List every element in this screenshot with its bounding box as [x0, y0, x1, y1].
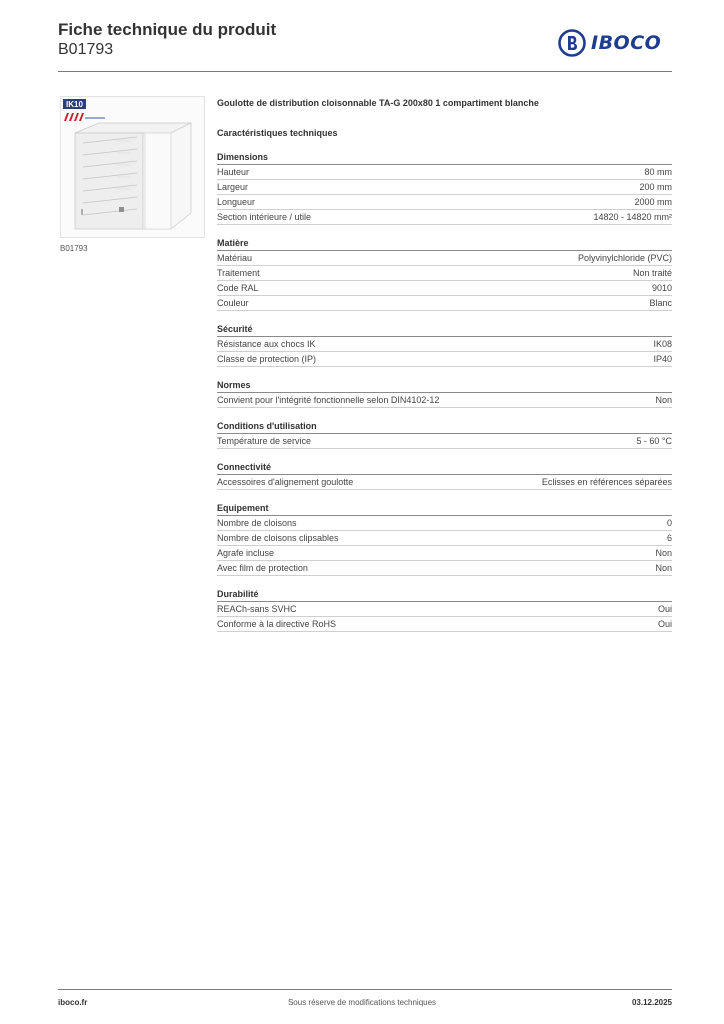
spec-label: Hauteur	[217, 167, 250, 177]
spec-label: Agrafe incluse	[217, 548, 275, 558]
spec-row	[217, 281, 672, 296]
spec-section	[217, 420, 672, 449]
spec-row	[217, 602, 672, 617]
spec-label: Section intérieure / utile	[217, 212, 312, 222]
spec-row	[217, 561, 672, 576]
iboco-logo-icon	[558, 29, 586, 57]
section-title: Sécurité	[217, 323, 672, 337]
spec-label: Matériau	[217, 253, 253, 263]
spec-label: Température de service	[217, 436, 312, 446]
section-title: Dimensions	[217, 151, 672, 165]
spec-value: Non	[655, 395, 672, 405]
spec-value: 9010	[651, 283, 672, 293]
spec-section	[217, 237, 672, 311]
spec-value: 80 mm	[644, 167, 672, 177]
spec-label: Traitement	[217, 268, 260, 278]
spec-value: 14820 - 14820 mm²	[593, 212, 672, 222]
spec-row	[217, 531, 672, 546]
footer-date: 03.12.2025	[631, 998, 672, 1007]
spec-row	[217, 296, 672, 311]
section-title: Durabilité	[217, 588, 672, 602]
spec-label: Convient pour l'intégrité fonctionnelle selon DIN4102-12	[217, 395, 440, 405]
spec-label: Nombre de cloisons	[217, 518, 297, 528]
spec-row	[217, 546, 672, 561]
spec-value: Non	[655, 548, 672, 558]
spec-section	[217, 502, 672, 576]
spec-section	[217, 379, 672, 408]
product-image	[60, 96, 205, 238]
header-divider	[58, 71, 672, 72]
section-title: Normes	[217, 379, 672, 393]
spec-label: REACh-sans SVHC	[217, 604, 297, 614]
specs-heading: Caractéristiques techniques	[217, 128, 338, 138]
spec-section	[217, 588, 672, 632]
spec-label: Largeur	[217, 182, 249, 192]
spec-row	[217, 475, 672, 490]
section-title: Matière	[217, 237, 672, 251]
spec-value: Non traité	[632, 268, 672, 278]
section-title: Conditions d'utilisation	[217, 420, 672, 434]
spec-value: 2000 mm	[634, 197, 672, 207]
spec-section	[217, 461, 672, 490]
spec-value: 6	[666, 533, 672, 543]
iboco-logo	[558, 28, 661, 58]
logo-wordmark: IBOCO	[591, 32, 662, 54]
spec-row	[217, 393, 672, 408]
spec-label: Résistance aux chocs IK	[217, 339, 316, 349]
spec-value: Oui	[657, 604, 672, 614]
spec-value: Non	[655, 563, 672, 573]
footer-website: iboco.fr	[58, 998, 88, 1007]
section-title: Equipement	[217, 502, 672, 516]
spec-row	[217, 337, 672, 352]
image-caption: B01793	[60, 244, 88, 253]
spec-value: Oui	[657, 619, 672, 629]
spec-row	[217, 266, 672, 281]
product-code: B01793	[58, 41, 114, 58]
spec-label: Nombre de cloisons clipsables	[217, 533, 339, 543]
spec-row	[217, 165, 672, 180]
spec-row	[217, 180, 672, 195]
spec-row	[217, 516, 672, 531]
footer-divider	[58, 989, 672, 990]
spec-section	[217, 323, 672, 367]
ik-badge: IK10	[66, 100, 83, 109]
spec-value: Blanc	[649, 298, 672, 308]
spec-section	[217, 151, 672, 225]
spec-value: 200 mm	[639, 182, 672, 192]
spec-value: Eclisses en références séparées	[541, 477, 672, 487]
spec-label: Conforme à la directive RoHS	[217, 619, 337, 629]
spec-row	[217, 195, 672, 210]
spec-label: Longueur	[217, 197, 256, 207]
spec-row	[217, 617, 672, 632]
spec-content	[217, 96, 672, 632]
section-title: Connectivité	[217, 461, 672, 475]
spec-label: Avec film de protection	[217, 563, 308, 573]
spec-value: IK08	[653, 339, 672, 349]
spec-label: Code RAL	[217, 283, 259, 293]
spec-row	[217, 210, 672, 225]
header	[58, 20, 276, 60]
spec-row	[217, 251, 672, 266]
spec-value: IP40	[653, 354, 672, 364]
spec-label: Accessoires d'alignement goulotte	[217, 477, 354, 487]
spec-label: Couleur	[217, 298, 249, 308]
document-title: Fiche technique du produit	[58, 20, 277, 39]
spec-row	[217, 352, 672, 367]
spec-row	[217, 434, 672, 449]
spec-value: Polyvinylchloride (PVC)	[577, 253, 672, 263]
spec-value: 0	[666, 518, 672, 528]
footer-disclaimer: Sous réserve de modifications techniques	[287, 998, 437, 1007]
spec-value: 5 - 60 °C	[636, 436, 672, 446]
spec-sections	[217, 151, 672, 632]
spec-label: Classe de protection (IP)	[217, 354, 317, 364]
product-name: Goulotte de distribution cloisonnable TA-G 200x80 1 compartiment blanche	[217, 98, 539, 108]
cable-trunking-photo-icon	[61, 97, 204, 237]
